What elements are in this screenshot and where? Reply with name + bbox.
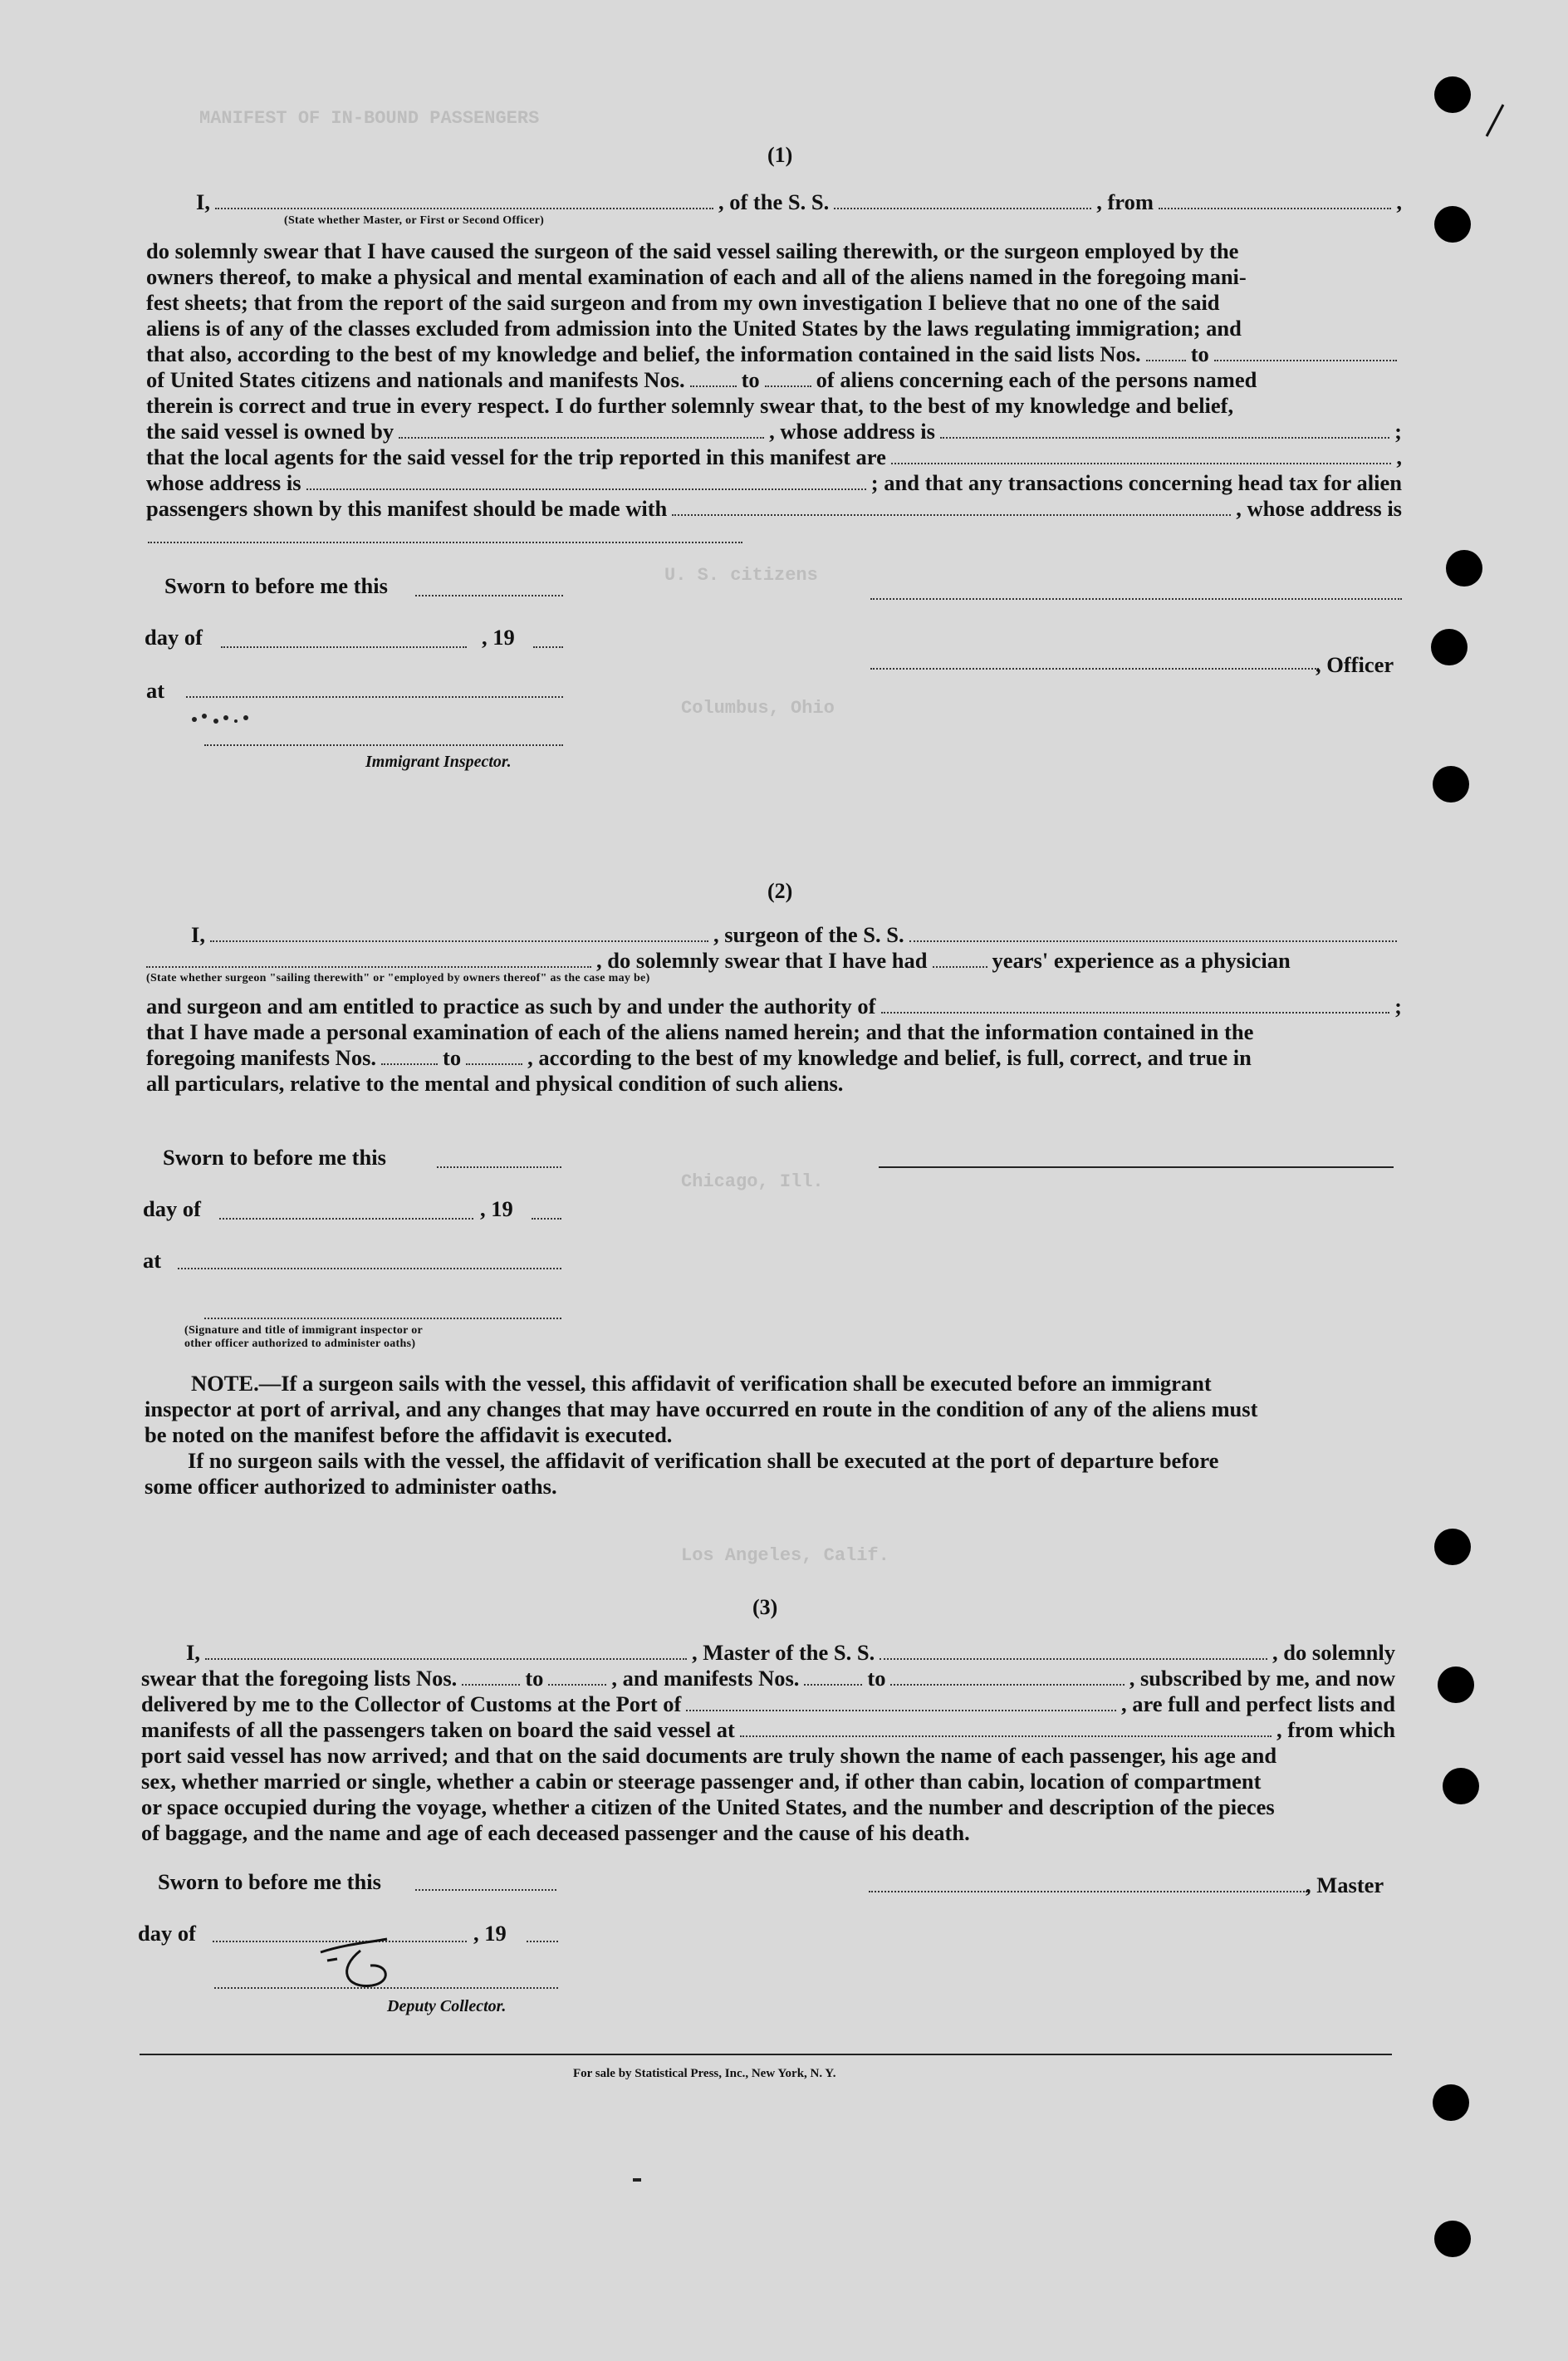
sworn-label: Sworn to before me this: [158, 1869, 381, 1894]
note-line: be noted on the manifest before the affidavit is executed.: [145, 1422, 673, 1447]
sworn-label: Sworn to before me this: [164, 573, 388, 598]
handwritten-initials: [312, 1927, 429, 2002]
master-name-blank[interactable]: [205, 1643, 687, 1660]
punch-hole: [1433, 2084, 1469, 2121]
footer-rule: [140, 2054, 1392, 2055]
ink-speck: [633, 2178, 641, 2182]
agents-blank[interactable]: [891, 448, 1392, 464]
lists-from-blank[interactable]: [1146, 345, 1186, 361]
at-label: at: [146, 678, 165, 703]
year-label: , 19: [480, 1196, 513, 1221]
at-place-blank[interactable]: [178, 1268, 561, 1269]
year-label: , 19: [473, 1921, 507, 1946]
body-line: all particulars, relative to the mental and physical condition of such aliens.: [146, 1071, 844, 1096]
body-line: fest sheets; that from the report of the said surgeon and from my own investigation I believe that no one of the said: [146, 290, 1220, 315]
manifests-to-blank[interactable]: [890, 1669, 1124, 1686]
owner-line: the said vessel is owned by , whose address is ;: [146, 419, 1402, 444]
bleed-through-text: Columbus, Ohio: [681, 698, 835, 719]
head-tax-party-blank[interactable]: [672, 499, 1231, 516]
section-1-body: [146, 238, 1402, 522]
ship-name-blank[interactable]: [880, 1643, 1267, 1660]
tick-mark: [1478, 100, 1512, 141]
year-blank[interactable]: [532, 1218, 561, 1220]
embark-line: manifests of all the passengers taken on board the said vessel at , from which: [141, 1717, 1395, 1742]
surgeon-ship-blank[interactable]: [909, 925, 1397, 942]
lists-line: swear that the foregoing lists Nos. to , and manifests Nos. to , subscribed by me, and now: [141, 1666, 1395, 1691]
owner-address-blank[interactable]: [940, 422, 1389, 439]
agents-line: that the local agents for the said vessel for the trip reported in this manifest are ,: [146, 444, 1402, 469]
section-1-oath: [146, 189, 1402, 215]
year-blank[interactable]: [527, 1941, 558, 1942]
punch-hole: [1434, 206, 1471, 243]
manifests-from-blank[interactable]: [804, 1669, 862, 1686]
lists-to-blank[interactable]: [548, 1669, 606, 1686]
note-line: NOTE.—If a surgeon sails with the vessel, this affidavit of verification shall be executed before an immigrant: [191, 1371, 1212, 1396]
signature-note: other officer authorized to administer oaths): [184, 1338, 416, 1350]
master-role-note: (State whether Master, or First or Second Officer): [284, 214, 545, 227]
sworn-date-blank[interactable]: [415, 1889, 556, 1891]
embark-port-blank[interactable]: [740, 1720, 1272, 1737]
section-3-number: (3): [752, 1595, 778, 1619]
year-label: , 19: [482, 625, 515, 650]
punch-hole: [1433, 766, 1469, 803]
body-line: sex, whether married or single, whether a cabin or steerage passenger and, if other than cabin, location of compartment: [141, 1769, 1262, 1794]
note-line: inspector at port of arrival, and any changes that may have occurred en route in the condition of any of the aliens must: [145, 1396, 1258, 1421]
note-paragraph: [145, 1371, 1397, 1500]
experience-line: , do solemnly swear that I have had years' experience as a physician: [146, 948, 1402, 974]
body-line: of baggage, and the name and age of each deceased passenger and the cause of his death.: [141, 1820, 970, 1845]
head-tax-line: passengers shown by this manifest should be made with , whose address is: [146, 496, 1402, 521]
signature-note: (Signature and title of immigrant inspector or: [184, 1324, 424, 1337]
body-line: owners thereof, to make a physical and mental examination of each and all of the aliens named in the foregoing mani-: [146, 264, 1247, 289]
section-2-number: (2): [767, 879, 793, 903]
manifests-to-blank[interactable]: [765, 371, 811, 387]
section-2-body: [146, 994, 1402, 1097]
surgeon-status-note: (State whether surgeon "sailing therewith" or "employed by owners thereof" as the case may be): [146, 972, 650, 984]
section-2-oath: [146, 922, 1402, 974]
head-tax-address-blank[interactable]: [148, 542, 742, 543]
lists-to-blank[interactable]: [1214, 345, 1397, 361]
inspector-signature-blank[interactable]: [204, 744, 563, 746]
at-place-blank[interactable]: [186, 696, 563, 698]
body-line: therein is correct and true in every respect. I do further solemnly swear that, to the best of my knowledge and belief,: [146, 393, 1234, 418]
day-of-label: day of: [143, 1196, 201, 1221]
printer-imprint: For sale by Statistical Press, Inc., New York, N. Y.: [573, 2067, 836, 2080]
punch-hole: [1434, 2221, 1471, 2257]
officer-signature-blank[interactable]: [870, 668, 1319, 670]
body-line: aliens is of any of the classes excluded from admission into the United States by the laws regulating immigration; and: [146, 316, 1242, 341]
officer-signature-top-blank[interactable]: [870, 598, 1402, 600]
agent-address-blank[interactable]: [306, 474, 866, 490]
manifests-line: foregoing manifests Nos. to , according to the best of my knowledge and belief, is full, correct, and true in: [146, 1045, 1252, 1070]
bleed-through-text: Los Angeles, Calif.: [681, 1545, 889, 1566]
master-line: I, , Master of the S. S. , do solemnly: [186, 1640, 1395, 1665]
body-line: do solemnly swear that I have caused the surgeon of the said vessel sailing therewith, or the surgeon employed by the: [146, 238, 1239, 263]
inspector-signature-blank[interactable]: [204, 1318, 561, 1319]
section-3-oath: [141, 1640, 1395, 1846]
surgeon-line: I, , surgeon of the S. S.: [146, 922, 1402, 948]
port-blank[interactable]: [686, 1695, 1116, 1711]
officer-label: , Officer: [1316, 652, 1394, 677]
master-line: I, , of the S. S. , from ,: [196, 189, 1402, 214]
at-label: at: [143, 1248, 162, 1273]
body-line: port said vessel has now arrived; and that on the said documents are truly shown the name of each passenger, his age and: [141, 1743, 1277, 1768]
day-of-label: day of: [138, 1921, 196, 1946]
master-signature-blank[interactable]: [869, 1891, 1307, 1892]
day-month-blank[interactable]: [221, 646, 467, 648]
agent-address-line: whose address is ; and that any transactions concerning head tax for alien: [146, 470, 1402, 495]
manifests-to-blank[interactable]: [466, 1048, 522, 1065]
section-1-number: (1): [767, 143, 793, 167]
body-line: that I have made a personal examination of each of the aliens named herein; and that the information contained in the: [146, 1019, 1254, 1044]
authority-blank[interactable]: [881, 997, 1390, 1014]
lists-line: that also, according to the best of my knowledge and belief, the information contained in the said lists Nos. to: [146, 341, 1402, 367]
deputy-caption: Deputy Collector.: [387, 1997, 507, 2015]
surgeon-status-blank[interactable]: [146, 951, 591, 968]
bleed-through-text: Chicago, Ill.: [681, 1171, 824, 1192]
lists-from-blank[interactable]: [462, 1669, 520, 1686]
punch-hole: [1431, 629, 1468, 665]
manifests-from-blank[interactable]: [690, 371, 737, 387]
manifests-line: of United States citizens and nationals and manifests Nos. to of aliens concerning each of the persons named: [146, 367, 1257, 392]
day-of-label: day of: [145, 625, 203, 650]
punch-hole: [1446, 550, 1482, 587]
year-blank[interactable]: [533, 646, 563, 648]
deputy-signature-blank[interactable]: [214, 1987, 558, 1989]
punch-hole: [1443, 1768, 1479, 1804]
stamp-smudge: [188, 708, 262, 733]
owner-blank[interactable]: [399, 422, 764, 439]
port-line: delivered by me to the Collector of Customs at the Port of , are full and perfect lists and: [141, 1691, 1395, 1716]
manifests-from-blank[interactable]: [381, 1048, 438, 1065]
ship-name-blank[interactable]: [834, 193, 1091, 209]
punch-hole: [1434, 1529, 1471, 1565]
surgeon-signature-line[interactable]: [879, 1166, 1394, 1168]
note-line: some officer authorized to administer oaths.: [145, 1474, 557, 1499]
from-port-blank[interactable]: [1159, 193, 1391, 209]
punch-hole: [1438, 1666, 1474, 1703]
surgeon-name-blank[interactable]: [210, 925, 708, 942]
sworn-date-blank[interactable]: [437, 1166, 561, 1168]
day-month-blank[interactable]: [219, 1218, 473, 1220]
bleed-through-text: U. S. citizens: [664, 565, 818, 586]
master-label: , Master: [1306, 1873, 1384, 1897]
authority-line: and surgeon and am entitled to practice as such by and under the authority of ;: [146, 994, 1402, 1019]
punch-hole: [1434, 76, 1471, 113]
note-line: If no surgeon sails with the vessel, the affidavit of verification shall be executed at the port of departure before: [188, 1448, 1219, 1473]
years-blank[interactable]: [933, 951, 987, 968]
bleed-through-text: MANIFEST OF IN-BOUND PASSENGERS: [199, 108, 540, 129]
sworn-label: Sworn to before me this: [163, 1145, 386, 1170]
master-name-blank[interactable]: [215, 193, 713, 209]
body-line: or space occupied during the voyage, whether a citizen of the United States, and the number and description of the pieces: [141, 1794, 1275, 1819]
sworn-date-blank[interactable]: [415, 595, 563, 596]
inspector-caption: Immigrant Inspector.: [365, 753, 512, 771]
